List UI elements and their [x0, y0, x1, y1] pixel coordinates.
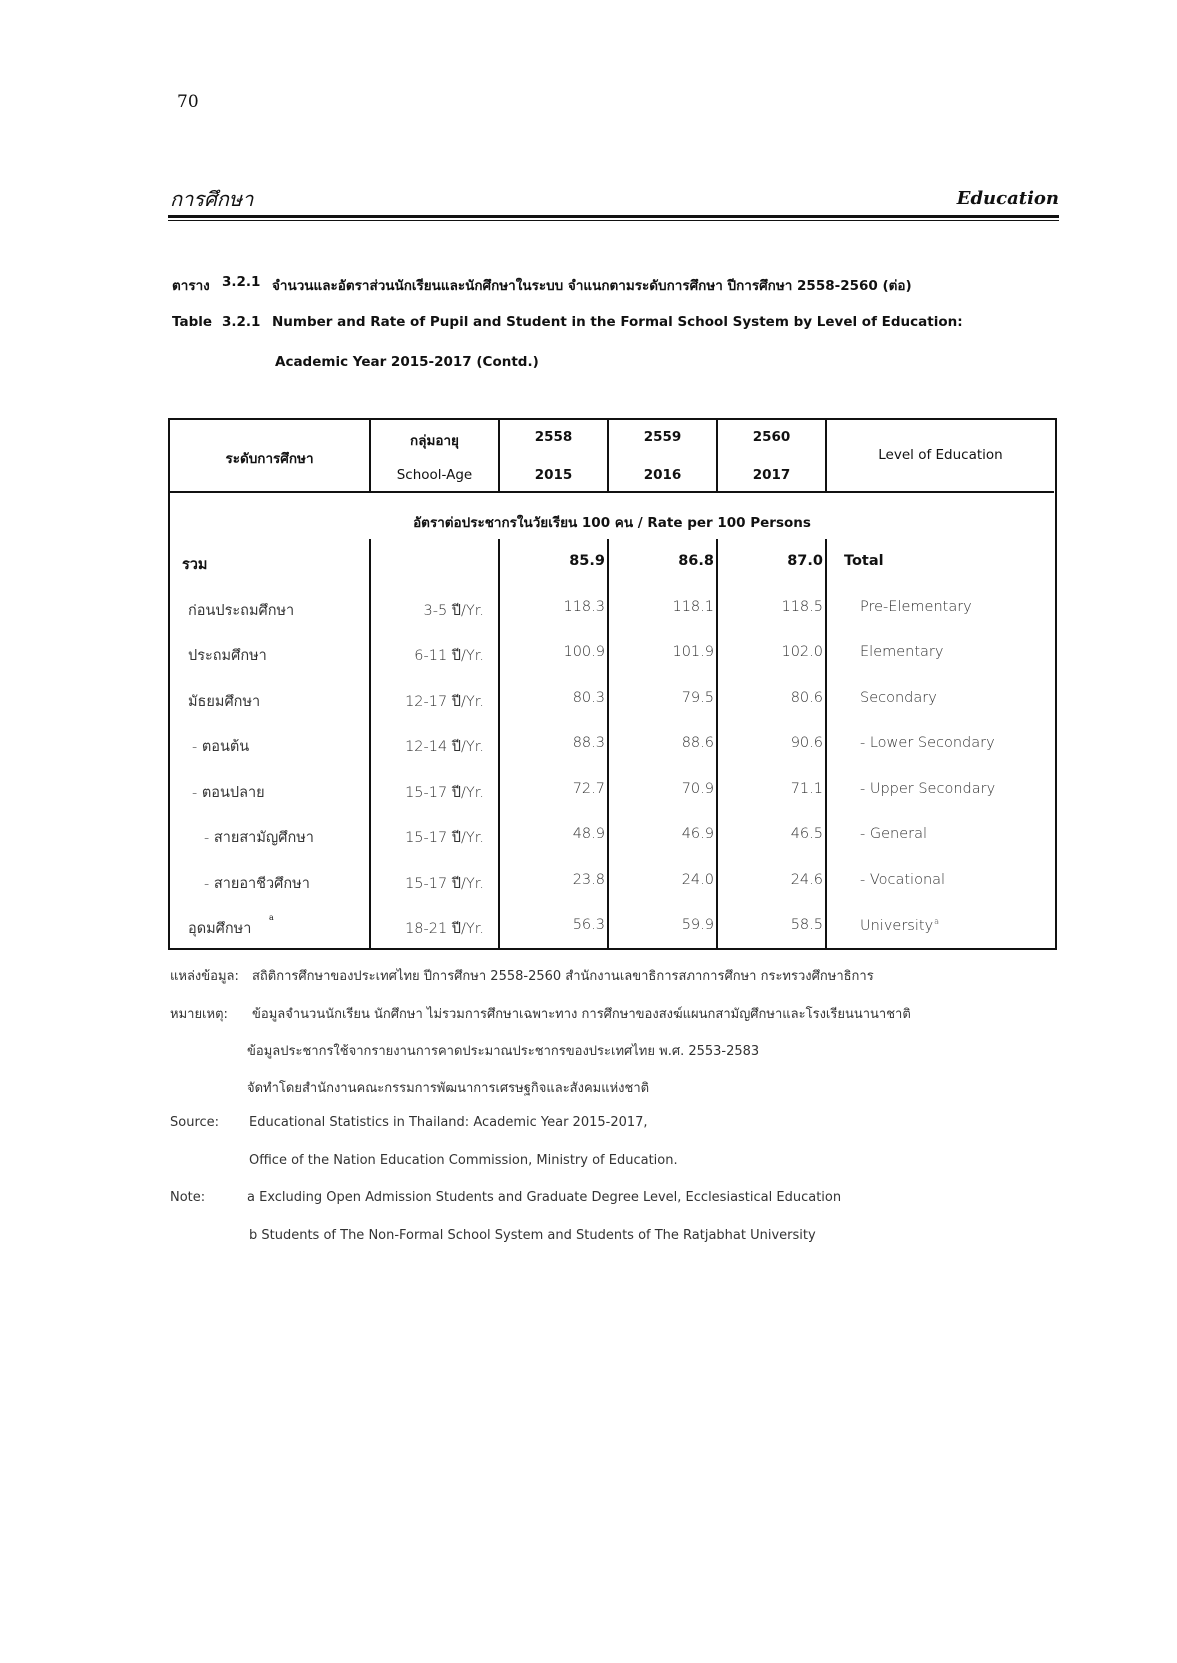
footnote-marker-thai: a [269, 913, 274, 922]
header-divider [170, 491, 1054, 493]
row-value-2016: 118.1 [672, 598, 714, 615]
row-age: 18-21 ปี/Yr. [405, 921, 484, 937]
row-value-2015: 48.9 [572, 826, 605, 842]
row-value-2015: 80.3 [572, 689, 605, 706]
header-rule-thin [168, 220, 1059, 221]
note-en-a: a Excluding Open Admission Students and Graduate Degree Level, Ecclesiastical Education [247, 1190, 842, 1205]
row-level-en [860, 644, 943, 660]
header-year2-thai: 2559 [643, 429, 682, 445]
row-level-en [860, 735, 995, 751]
header-year1-en: 2015 [534, 467, 573, 483]
caption-en-number: 3.2.1 [222, 314, 261, 330]
row-level-en [860, 599, 972, 615]
row-level-en [860, 917, 939, 934]
source-thai-text: สถิติการศึกษาของประเทศไทย ปีการศึกษา 2558-2560 สำนักงานเลขาธิการสภาการศึกษา กระทรวงศึกษาธิการ [252, 969, 874, 984]
row-level-thai: ประถมศึกษา [188, 648, 267, 664]
footnote-marker: a [934, 917, 940, 926]
note-thai-line2: ข้อมูลประชากรใช้จากรายงานการคาดประมาณประชากรของประเทศไทย พ.ศ. 2553-2583 [247, 1044, 760, 1059]
row-level-thai: - ตอนต้น [192, 739, 250, 755]
row-value-2017: 71.1 [790, 780, 823, 797]
header-year2-en: 2016 [643, 467, 682, 483]
source-thai-label: แหล่งข้อมูล: [170, 969, 239, 984]
header-age-en: School-Age [396, 467, 473, 483]
row-value-2016: 59.9 [681, 917, 714, 933]
caption-en-text-line2: Academic Year 2015-2017 (Contd.) [275, 354, 539, 370]
row-level-en [844, 553, 884, 569]
data-table [168, 418, 1057, 950]
row-age: 3-5 ปี/Yr. [423, 602, 484, 619]
row-level-en-text: - General [860, 826, 927, 842]
row-age: 6-11 ปี/Yr. [414, 648, 484, 664]
row-value-2017: 80.6 [790, 689, 823, 706]
table-subtitle: อัตราต่อประชากรในวัยเรียน 100 คน / Rate per 100 Persons [413, 515, 811, 531]
row-level-en-text: Secondary [860, 689, 937, 706]
source-en-label: Source: [170, 1115, 220, 1130]
row-level-en-text: - Vocational [860, 871, 946, 888]
row-level-thai: - สายสามัญศึกษา [204, 830, 314, 846]
row-level-en-text: Elementary [860, 644, 944, 660]
row-level-en-text: - Upper Secondary [860, 780, 996, 797]
row-value-2016: 88.6 [681, 735, 714, 751]
section-title-english: Education [956, 188, 1059, 209]
header-year1-thai: 2558 [534, 429, 573, 445]
row-level-en [860, 872, 945, 888]
header-year3-en: 2017 [752, 467, 791, 483]
row-value-2016: 70.9 [681, 780, 714, 797]
row-age: 15-17 ปี/Yr. [405, 830, 484, 846]
row-value-2015: 118.3 [563, 598, 605, 615]
note-thai-label: หมายเหตุ: [170, 1007, 228, 1022]
row-value-2017: 24.6 [790, 871, 823, 888]
header-age-thai: กลุ่มอายุ [410, 433, 459, 449]
row-value-2015: 23.8 [572, 871, 605, 888]
row-value-2015: 85.9 [569, 553, 605, 569]
caption-thai-text: จำนวนและอัตราส่วนนักเรียนและนักศึกษาในระบบ จำแนกตามระดับการศึกษา ปีการศึกษา 2558-2560 (ต่อ) [272, 278, 912, 294]
row-value-2016: 46.9 [681, 826, 714, 842]
row-level-en [860, 690, 937, 706]
row-level-thai: ก่อนประถมศึกษา [188, 602, 295, 619]
row-value-2017: 102.0 [781, 644, 823, 660]
source-en-line2: Office of the Nation Education Commission, Ministry of Education. [249, 1153, 678, 1168]
row-level-en [860, 781, 995, 797]
row-value-2017: 58.5 [790, 917, 823, 933]
header-level-en: Level of Education [878, 447, 1003, 463]
note-thai-line1: ข้อมูลจำนวนนักเรียน นักศึกษา ไม่รวมการศึกษาเฉพาะทาง การศึกษาของสงฆ์แผนกสามัญศึกษาและโรงเรียนนานาชาติ [252, 1007, 911, 1022]
row-level-thai: - ตอนปลาย [192, 784, 265, 801]
row-value-2016: 79.5 [681, 689, 714, 706]
header-level-thai: ระดับการศึกษา [225, 451, 314, 467]
row-value-2015: 72.7 [572, 780, 605, 797]
row-value-2016: 86.8 [678, 553, 714, 569]
row-value-2016: 24.0 [681, 871, 714, 888]
row-level-thai: - สายอาชีวศึกษา [204, 875, 310, 892]
caption-thai-label: ตาราง [172, 278, 210, 294]
section-title-thai: การศึกษา [170, 187, 254, 211]
row-age: 12-14 ปี/Yr. [405, 739, 484, 755]
header-year3-thai: 2560 [752, 429, 791, 445]
row-level-thai: มัธยมศึกษา [188, 693, 261, 710]
row-level-thai: รวม [182, 557, 208, 573]
col-divider [825, 539, 827, 950]
note-en-b: b Students of The Non-Formal School System and Students of The Ratjabhat University [249, 1228, 816, 1243]
row-value-2017: 90.6 [790, 735, 823, 751]
page-number: 70 [177, 92, 199, 112]
row-level-en-text: Pre-Elementary [860, 598, 972, 615]
row-level-en-text: Total [844, 553, 884, 569]
note-en-label: Note: [170, 1190, 206, 1205]
row-level-en-text: - Lower Secondary [860, 735, 995, 751]
row-value-2015: 88.3 [572, 735, 605, 751]
row-value-2017: 87.0 [787, 553, 823, 569]
caption-en-text: Number and Rate of Pupil and Student in the Formal School System by Level of Education: [272, 314, 963, 330]
row-age: 15-17 ปี/Yr. [405, 875, 484, 892]
row-level-thai: อุดมศึกษา [188, 921, 252, 937]
row-value-2017: 46.5 [790, 826, 823, 842]
row-age: 12-17 ปี/Yr. [405, 693, 484, 710]
caption-en-label: Table [172, 314, 213, 330]
caption-thai-number: 3.2.1 [222, 274, 261, 290]
row-value-2015: 56.3 [572, 917, 605, 933]
source-en-line1: Educational Statistics in Thailand: Academic Year 2015-2017, [249, 1115, 648, 1130]
row-level-en-text: University [860, 917, 934, 934]
row-value-2017: 118.5 [781, 598, 823, 615]
row-age: 15-17 ปี/Yr. [405, 784, 484, 801]
row-value-2016: 101.9 [672, 644, 714, 660]
row-level-en [860, 826, 927, 842]
header-rule-thick [168, 215, 1059, 218]
row-value-2015: 100.9 [563, 644, 605, 660]
note-thai-line3: จัดทำโดยสำนักงานคณะกรรมการพัฒนาการเศรษฐกิจและสังคมแห่งชาติ [247, 1081, 650, 1096]
